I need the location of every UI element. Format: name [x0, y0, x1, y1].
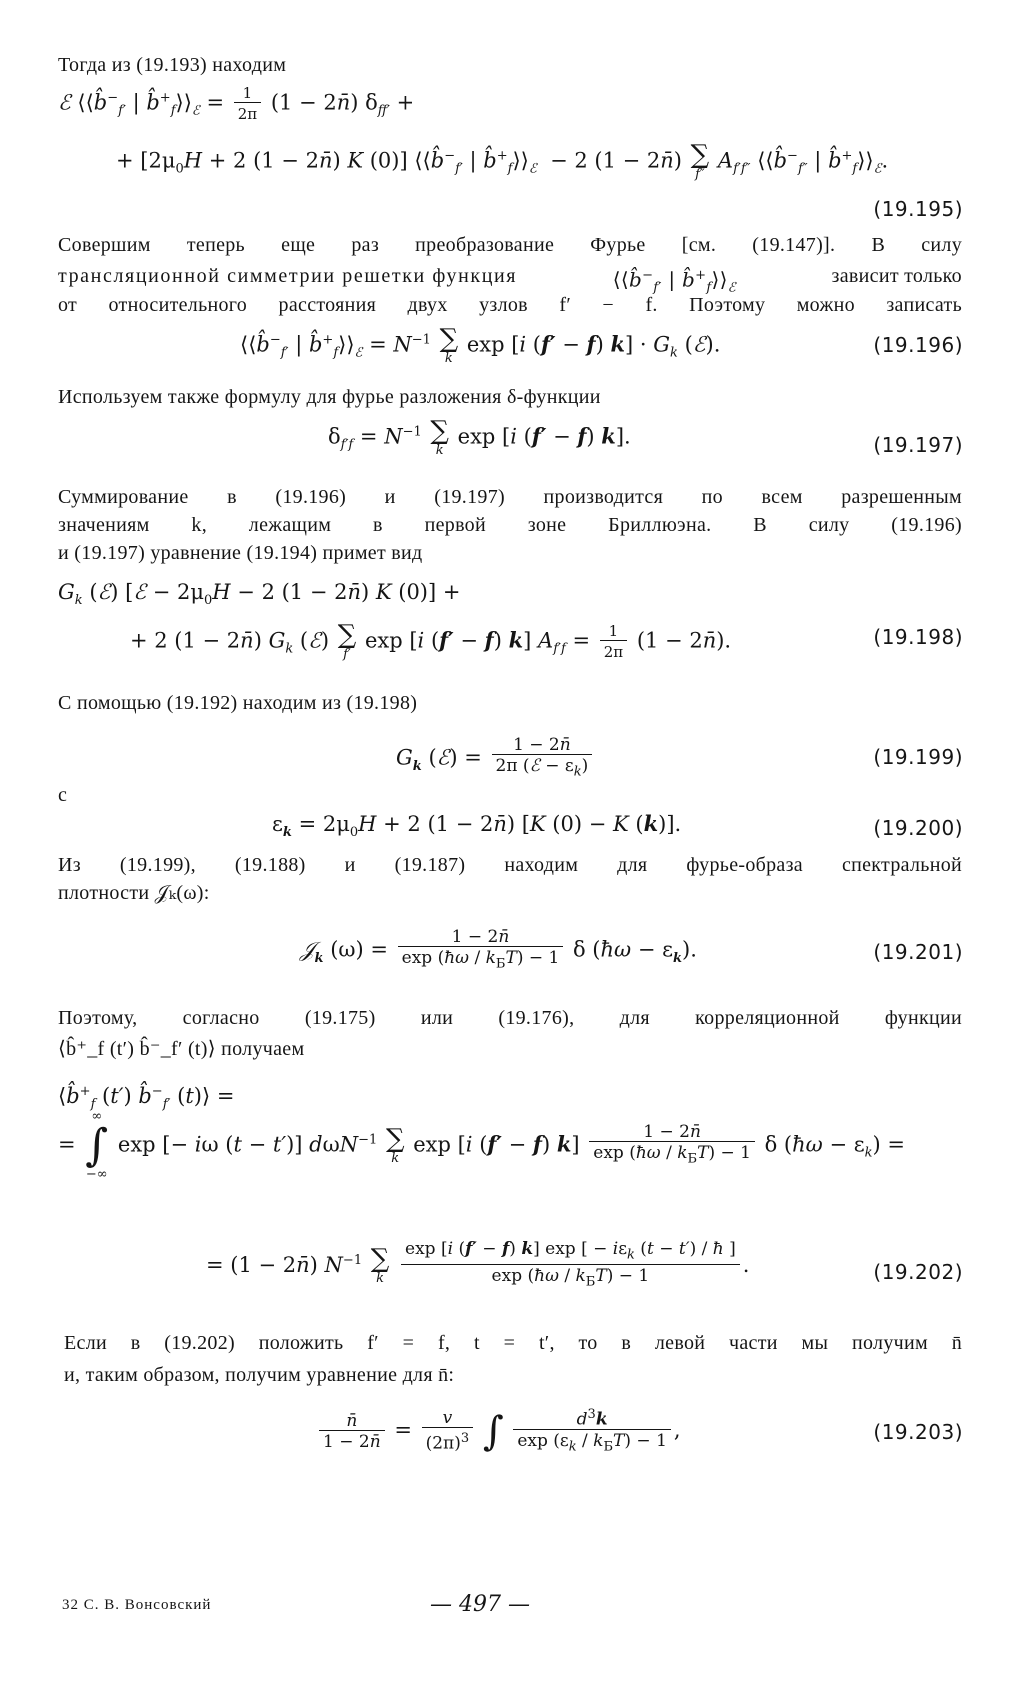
- equation-19-202-line1: $⟨b̂^+_f$ (t′) $b̂^-_{f'}$ (t)⟩ =: [58, 1084, 235, 1113]
- inline-formula: $⟨⟨b̂^-_{f'}$ | $b̂^+_f⟩⟩_ℰ$: [612, 267, 736, 296]
- equation-19-195-line2: + [$2\mu_0H + 2$ (1 − 2n̄) K (0)] $⟨⟨b̂^-_{f'}$ | $b̂^+_f⟩⟩_ℰ - 2$ (1 − 2n̄) ∑ f″ $A_{f'f''}$ $⟨⟨b̂^-_{f''}$ | $b̂^+_f⟩⟩_ℰ$.: [116, 140, 889, 182]
- equation-number: (19.195): [873, 197, 963, 221]
- text-fragment: трансляционной симметрии решетки функция: [58, 265, 518, 287]
- equation-19-202-line3: = (1 − 2n̄) $N^{-1}$ ∑ k $\frac{\exp [i (f' - f) k] \exp [ - i\varepsilon_k (t - t') / ħ ]}{\exp (ħ\omega / k_БT) - 1}$ .: [206, 1240, 749, 1293]
- text-line: Если в (19.202) положить f′ = f, t = t′, то в левой части мы получим n̄: [64, 1332, 962, 1354]
- text-line: Тогда из (19.193) находим: [58, 54, 287, 76]
- equation-19-199: $G_k$ (ℰ) = $\frac{1 - 2n̄}{2\pi (ℰ - \varepsilon_k)}$: [396, 736, 595, 782]
- text-line: и (19.197) уравнение (19.194) примет вид: [58, 542, 423, 564]
- text-line: Используем также формулу для фурье разложения δ-функции: [58, 386, 601, 408]
- text-line: С помощью (19.192) находим из (19.198): [58, 692, 418, 714]
- equation-number: (19.199): [873, 745, 963, 769]
- equation-19-196: $⟨⟨b̂^-_{f'}$ | $b̂^+_f⟩⟩_ℰ = N^{-1}$ ∑ k exp [i (f′ − f) $k] \cdot G_k$ (ℰ).: [240, 324, 721, 366]
- equation-19-198-line1: $G_k$ (ℰ) [ℰ − $2\mu_0H - 2$ (1 − 2n̄) K (0)] +: [58, 580, 461, 609]
- equation-number: (19.196): [873, 333, 963, 357]
- text-line: ⟨b̂⁺_f (t′) b̂⁻_f′ (t)⟩ получаем: [58, 1038, 305, 1060]
- text-line: от относительного расстояния двух узлов f′ − f. Поэтому можно записать: [58, 294, 962, 316]
- equation-19-197: $\delta_{f'f} = N^{-1}$ ∑ k exp [i (f′ − f) k].: [328, 416, 631, 458]
- equation-number: (19.201): [873, 940, 963, 964]
- equation-19-203: $\frac{n̄}{1 - 2n̄}$ = $\frac{v}{(2\pi)^3}$ ∫ $\frac{d^3k}{\exp (\varepsilon_k / k_БT) - 1}$ ,: [316, 1406, 681, 1457]
- equation-number: (19.200): [873, 816, 963, 840]
- text-line: с: [58, 784, 68, 806]
- equation-19-198-line2: + 2 (1 − 2n̄) $G_k$ (ℰ) ∑ f′ exp [i (f′ − f) k] $A_{f'f}$ = $\frac{1}{2\pi}$ (1 − 2n̄).: [130, 620, 732, 662]
- text-line: Совершим теперь еще раз преобразование Фурье [см. (19.147)]. В силу: [58, 234, 962, 256]
- equation-19-195-line1: ℰ $⟨⟨b̂^-_{f'}$ | $b̂^+_f⟩⟩_ℰ$ = $\frac{1}{2\pi}$ (1 − 2n̄) $\delta_{ff'}$ +: [58, 84, 415, 123]
- equation-number: (19.202): [873, 1260, 963, 1284]
- equation-number: (19.197): [873, 433, 963, 457]
- equation-19-200: $\varepsilon_k = 2\mu_0H + 2$ (1 − 2n̄) [K (0) − K (k)].: [272, 811, 682, 841]
- equation-19-201: 𝒥$_k$ (ω) = $\frac{1 - 2n̄}{\exp (ħ\omega / k_БT) - 1}$ δ (ħω − $\varepsilon_k$).: [300, 928, 697, 974]
- equation-19-202-line2: = ∞ ∫ −∞ exp [− iω (t − t′)] dωN$^{-1}$ ∑ k exp [i (f′ − f) k] $\frac{1 - 2n̄}{\exp (ħ\omega / k_БT) - 1}$ δ (ħω − $\varepsilon_k$) =: [58, 1109, 905, 1182]
- printer-signature: 32 С. В. Вонсовский: [62, 1597, 212, 1613]
- page-number: — 497 —: [430, 1592, 530, 1617]
- equation-number: (19.203): [873, 1420, 963, 1444]
- text-line: плотности 𝒥ₖ(ω):: [58, 882, 210, 904]
- text-line: Поэтому, согласно (19.175) или (19.176), для корреляционной функции: [58, 1007, 962, 1029]
- text-line: и, таким образом, получим уравнение для n̄:: [64, 1364, 455, 1386]
- text-line: Суммирование в (19.196) и (19.197) производится по всем разрешенным: [58, 486, 962, 508]
- text-line: Из (19.199), (19.188) и (19.187) находим для фурье-образа спектральной: [58, 854, 962, 876]
- text-fragment: зависит только: [831, 265, 962, 287]
- equation-number: (19.198): [873, 625, 963, 649]
- text-line: значениям k, лежащим в первой зоне Бриллюэна. В силу (19.196): [58, 514, 962, 536]
